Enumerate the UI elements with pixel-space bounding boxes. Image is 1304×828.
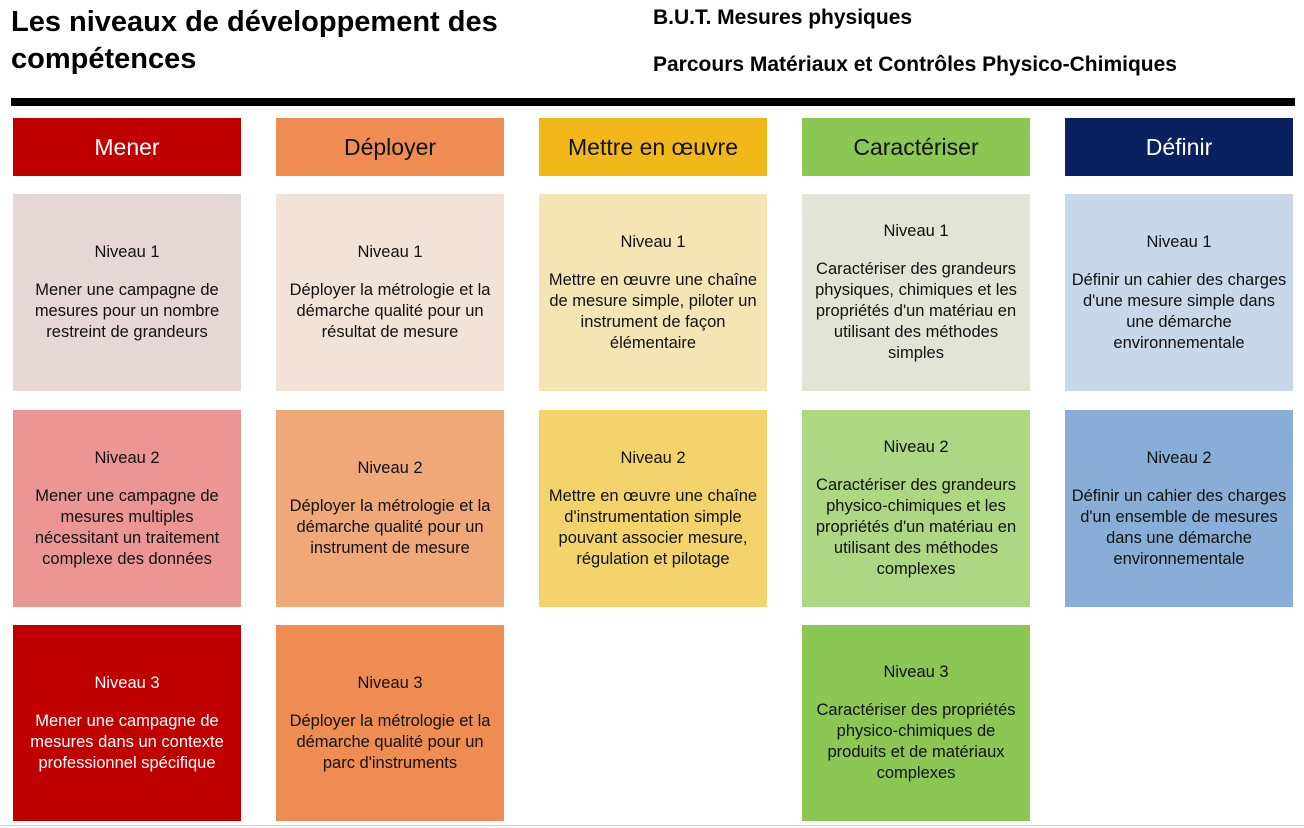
- level-card-caracteriser-2: [802, 410, 1030, 607]
- competency-column-definir: [1065, 118, 1293, 568]
- level-description: Mener une campagne de mesures pour un nombre restreint de grandeurs: [34, 281, 220, 341]
- level-label: Niveau 3: [94, 673, 160, 692]
- level-label: Niveau 1: [620, 232, 686, 251]
- competency-header-definir: Définir: [1065, 118, 1293, 176]
- level-label: Niveau 1: [883, 222, 949, 240]
- level-label: Niveau 2: [94, 448, 160, 467]
- level-description: Mener une campagne de mesures multiples nécessitant un traitement complexe des données: [34, 486, 220, 568]
- header-divider: [11, 98, 1295, 106]
- level-description: Caractériser des grandeurs physiques, chimiques et les propriétés d'un matériau en utilisant des méthodes simples: [815, 260, 1017, 362]
- level-description: Déployer la métrologie et la démarche qualité pour un parc d'instruments: [289, 711, 491, 772]
- competency-header-deployer: Déployer: [276, 118, 504, 176]
- level-description: Mener une campagne de mesures dans un contexte professionnel spécifique: [30, 711, 224, 772]
- level-description: Caractériser des grandeurs physico-chimiques et les propriétés d'un matériau en utilisant des méthodes complexes: [815, 476, 1017, 578]
- level-card-mettre-en-oeuvre-1: [539, 194, 767, 391]
- level-label: Niveau 2: [1146, 448, 1212, 467]
- competency-column-deployer: [276, 118, 504, 772]
- level-card-deployer-2: [276, 410, 504, 607]
- competency-column-caracteriser: [802, 118, 1030, 782]
- level-description: Mettre en œuvre une chaîne d'instrumentation simple pouvant associer mesure, régulation et pilotage: [548, 486, 758, 568]
- competency-header-mettre-en-oeuvre: Mettre en œuvre: [539, 118, 767, 176]
- level-card-definir-1: [1065, 194, 1293, 391]
- level-description: Définir un cahier des charges d'une mesure simple dans une démarche environnementale: [1071, 270, 1287, 352]
- level-label: Niveau 2: [357, 459, 423, 477]
- competency-header-caracteriser: Caractériser: [802, 118, 1030, 176]
- level-description: Caractériser des propriétés physico-chimiques de produits et de matériaux complexes: [816, 701, 1016, 782]
- page-bottom-border: [0, 825, 1304, 826]
- level-card-mener-2: [13, 410, 241, 607]
- level-card-caracteriser-3: [802, 625, 1030, 821]
- level-label: Niveau 2: [883, 438, 949, 456]
- level-label: Niveau 3: [883, 663, 949, 681]
- level-label: Niveau 1: [357, 243, 423, 261]
- level-card-deployer-1: [276, 194, 504, 391]
- level-card-mener-3: [13, 625, 241, 821]
- competency-column-mettre-en-oeuvre: [539, 118, 767, 568]
- level-card-mettre-en-oeuvre-2: [539, 410, 767, 607]
- level-card-caracteriser-1: [802, 194, 1030, 391]
- level-description: Déployer la métrologie et la démarche qualité pour un résultat de mesure: [289, 281, 491, 341]
- level-label: Niveau 2: [620, 448, 686, 467]
- level-description: Mettre en œuvre une chaîne de mesure simple, piloter un instrument de façon élémentaire: [548, 270, 758, 352]
- level-card-definir-2: [1065, 410, 1293, 607]
- level-card-mener-1: [13, 194, 241, 391]
- track-title: Parcours Matériaux et Contrôles Physico-Chimiques: [653, 53, 1177, 76]
- competency-header-mener: Mener: [13, 118, 241, 176]
- level-label: Niveau 1: [94, 243, 160, 261]
- level-description: Définir un cahier des charges d'un ensemble de mesures dans une démarche environnementale: [1071, 486, 1287, 568]
- competency-column-mener: [13, 118, 241, 772]
- program-title: B.U.T. Mesures physiques: [653, 6, 913, 29]
- page-title: Les niveaux de développement des compétences: [11, 6, 498, 75]
- level-label: Niveau 3: [357, 673, 423, 692]
- level-label: Niveau 1: [1146, 232, 1212, 251]
- level-description: Déployer la métrologie et la démarche qualité pour un instrument de mesure: [289, 497, 491, 557]
- level-card-deployer-3: [276, 625, 504, 821]
